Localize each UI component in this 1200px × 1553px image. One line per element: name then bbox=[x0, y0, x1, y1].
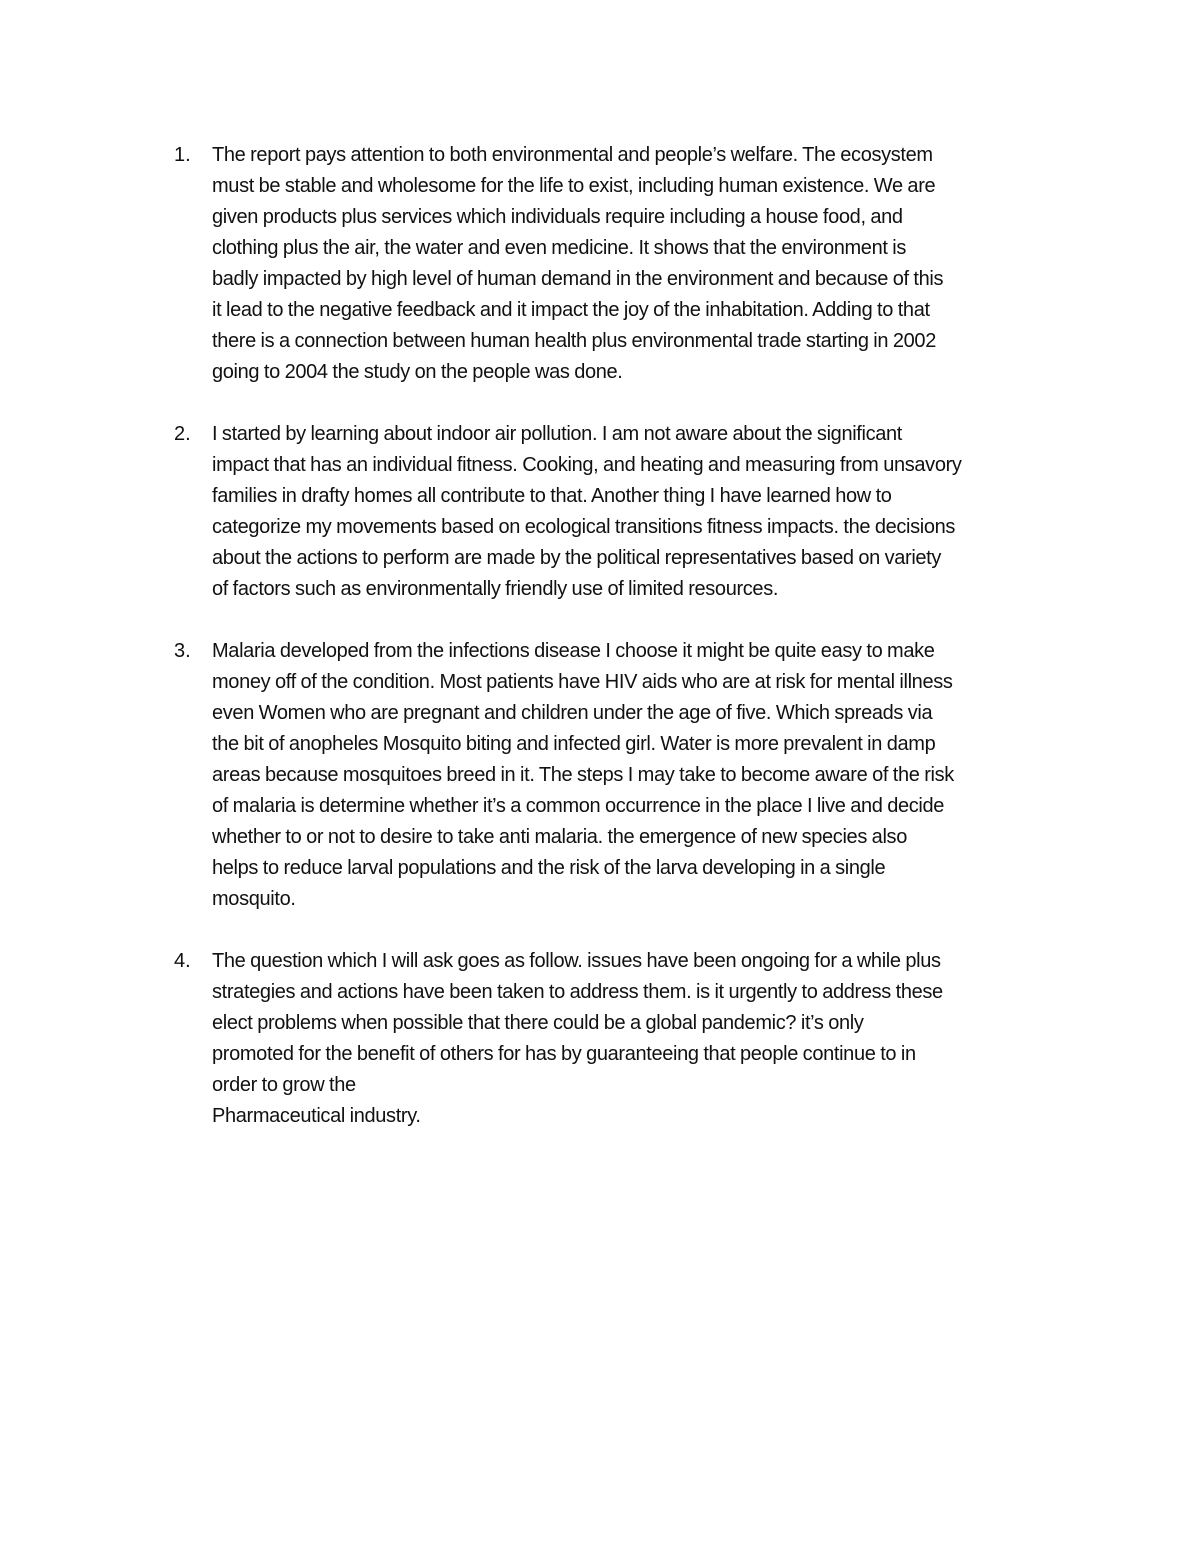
numbered-list bbox=[174, 140, 1074, 1163]
list-item bbox=[174, 636, 1074, 915]
list-item-text: The question which I will ask goes as follow. issues have been ongoing for a while plus strategies and actions have been taken to address them. is it urgently to address these elect problems when possible that there could be a global pandemic? it’s only promoted for the benefit of others for has by guaranteeing that people continue to in order to grow the Pharmaceutical industry. bbox=[212, 950, 943, 1127]
list-item-text: I started by learning about indoor air pollution. I am not aware about the significant impact that has an individual fitness. Cooking, and heating and measuring from unsavory families in drafty homes all contribute to that. Another thing I have learned how to categorize my movements based on ecological transitions fitness impacts. the decisions about the actions to perform are made by the political representatives based on variety of factors such as environmentally friendly use of limited resources. bbox=[212, 423, 962, 600]
list-item-text: Malaria developed from the infections disease I choose it might be quite easy to make money off of the condition. Most patients have HIV aids who are at risk for mental illness even Women who are pregnant and children under the age of five. Which spreads via the bit of anopheles Mosquito biting and infected girl. Water is more prevalent in damp areas because mosquitoes breed in it. The steps I may take to become aware of the risk of malaria is determine whether it’s a common occurrence in the place I live and decide whether to or not to desire to take anti malaria. the emergence of new species also helps to reduce larval populations and the risk of the larva developing in a single mosquito. bbox=[212, 640, 954, 910]
list-item-number: 1. bbox=[174, 144, 191, 166]
list-item-number: 3. bbox=[174, 640, 191, 662]
list-item-text: The report pays attention to both environmental and people’s welfare. The ecosystem must be stable and wholesome for the life to exist, including human existence. We are given products plus services which individuals require including a house food, and clothing plus the air, the water and even medicine. It shows that the environment is badly impacted by high level of human demand in the environment and because of this it lead to the negative feedback and it impact the joy of the inhabitation. Adding to that there is a connection between human health plus environmental trade starting in 2002 going to 2004 the study on the people was done. bbox=[212, 144, 944, 383]
list-item bbox=[174, 419, 1074, 605]
list-item bbox=[174, 946, 1074, 1132]
list-item-number: 2. bbox=[174, 423, 191, 445]
list-item bbox=[174, 140, 1074, 388]
list-item-number: 4. bbox=[174, 950, 191, 972]
